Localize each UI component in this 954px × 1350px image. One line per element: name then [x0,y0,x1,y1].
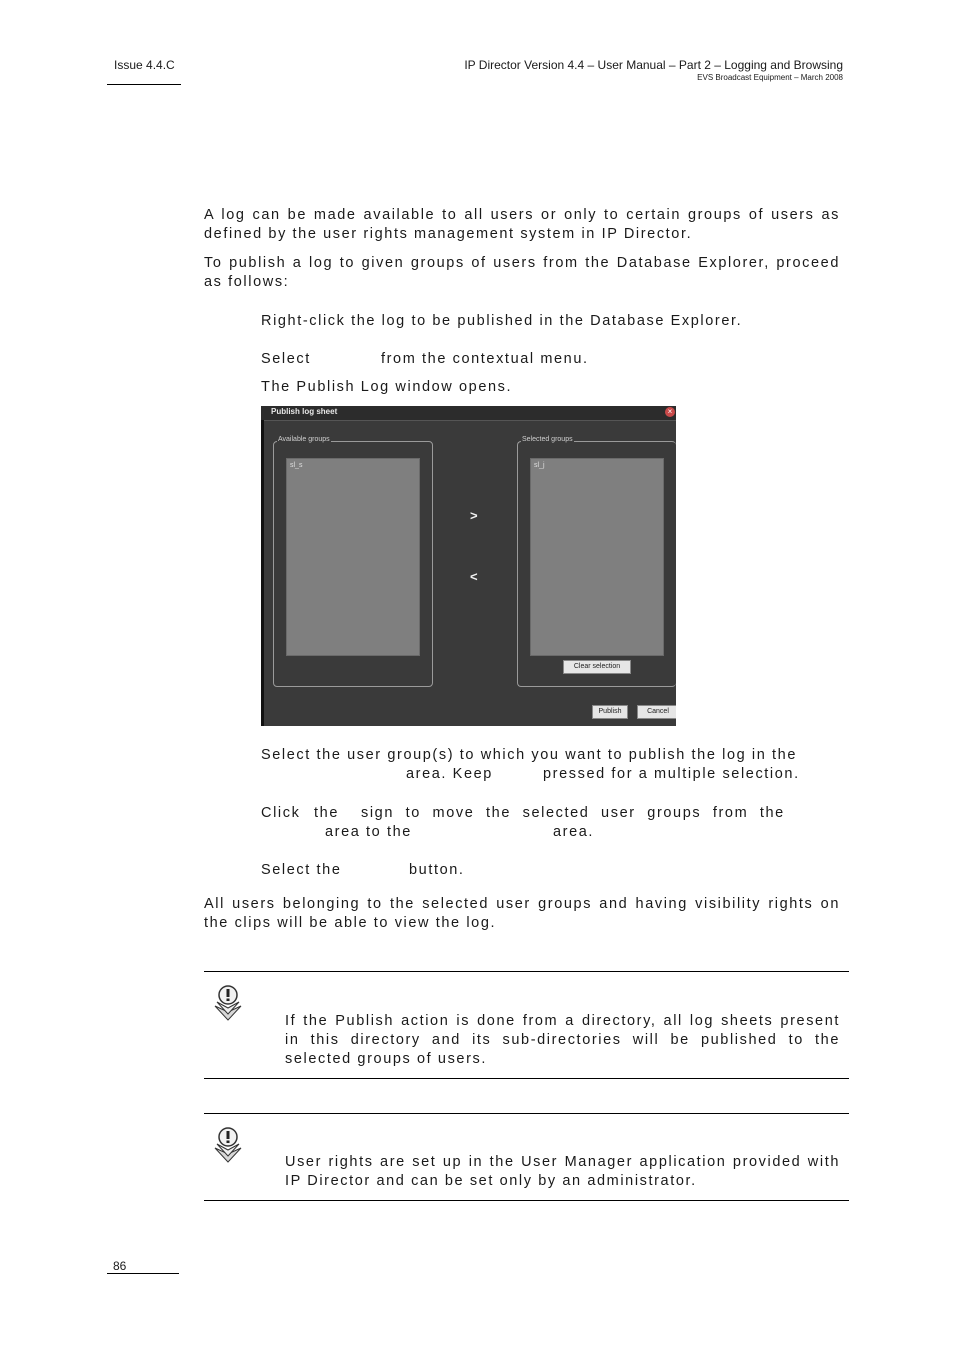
close-icon[interactable]: × [665,407,675,417]
note-2-top-rule [204,1113,849,1114]
available-groups-list[interactable] [286,458,420,656]
selected-groups-label: Selected groups [522,436,573,443]
clear-selection-button[interactable]: Clear selection [563,660,631,674]
manual-subtitle: EVS Broadcast Equipment – March 2008 [697,73,843,82]
cancel-button[interactable]: Cancel [637,705,676,719]
dialog-edge [261,420,264,726]
step-2-suffix: from the contextual menu. [381,351,589,367]
step-5-suffix: button. [409,862,465,878]
step-4-area: area. [553,824,595,840]
step-3-area: area. Keep [406,766,493,782]
step-4-middle: sign to move the selected user groups from the [361,805,785,821]
note-1-top-rule [204,971,849,972]
step-4-area-to: area to the [325,824,412,840]
step-3-multiple: pressed for a multiple selection. [543,766,800,782]
note-icon [212,1126,244,1166]
available-groups-label: Available groups [278,436,330,443]
note-1-bottom-rule [204,1078,849,1079]
intro-paragraph-1: A log can be made available to all users or only to certain groups of users as defined by the user rights management system in IP Director. [204,207,840,242]
note-1-text: If the Publish action is done from a directory, all log sheets present in this directory and its sub-directories will be published to the selected groups of users. [285,1013,840,1067]
publish-log-dialog-screenshot [261,406,676,726]
step-2-result: The Publish Log window opens. [261,379,513,395]
move-left-button[interactable]: < [470,569,478,584]
step-4-prefix: Click the [261,805,339,821]
selected-group-item[interactable]: sl_j [534,462,545,469]
step-1: Right-click the log to be published in the Database Explorer. [261,313,743,329]
step-5-prefix: Select the [261,862,342,878]
footer-rule [107,1273,179,1274]
manual-title: IP Director Version 4.4 – User Manual – Part 2 – Logging and Browsing [464,58,843,72]
move-right-button[interactable]: > [470,508,478,523]
available-group-item[interactable]: sl_s [290,462,303,469]
conclusion-paragraph: All users belonging to the selected user groups and having visibility rights on the clips will be able to view the log. [204,896,840,931]
note-2-text: User rights are set up in the User Manager application provided with IP Director and can be set only by an administrator. [285,1154,840,1189]
note-2-bottom-rule [204,1200,849,1201]
header-rule [107,84,181,85]
step-2-prefix: Select [261,351,311,367]
dialog-title: Publish log sheet [271,407,338,416]
issue-label: Issue 4.4.C [114,58,175,72]
step-3-line-1: Select the user group(s) to which you want to publish the log in the [261,747,797,763]
page-number: 86 [113,1259,127,1273]
publish-button[interactable]: Publish [592,705,628,719]
dialog-titlebar [261,406,676,421]
intro-paragraph-2: To publish a log to given groups of users from the Database Explorer, proceed as follows: [204,255,840,290]
note-icon [212,984,244,1024]
selected-groups-list[interactable] [530,458,664,656]
